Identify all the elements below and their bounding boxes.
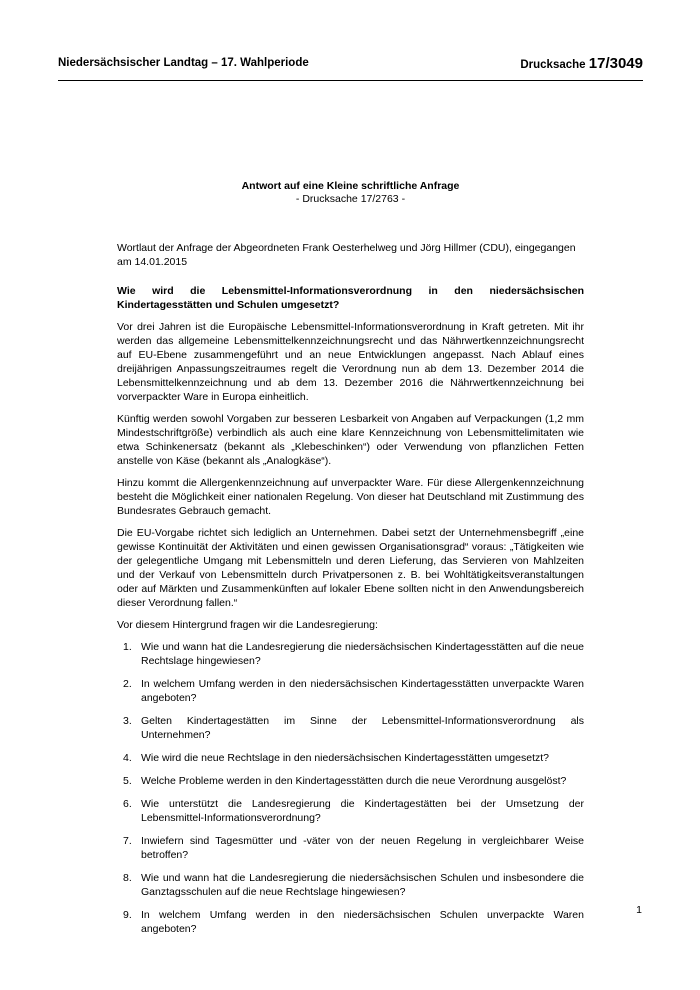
question-item: [117, 714, 584, 742]
document-number-label: Drucksache: [520, 59, 586, 71]
document-title: [58, 180, 643, 206]
paragraph: Vor diesem Hintergrund fragen wir die Landesregierung:: [117, 619, 378, 631]
question-text: Inwiefern sind Tagesmütter und -väter von der neuen Regelung in vergleichbarer Weise betroffen?: [141, 835, 584, 861]
paragraph: Hinzu kommt die Allergenkennzeichnung auf unverpackter Ware. Für diese Allergenkennzeichnung besteht die Möglichkeit einer nationalen Regelung. Von dieser hat Deutschland mit Zustimmung des Bundesrates Gebrauch gemacht.: [117, 477, 584, 517]
header-divider: [58, 80, 643, 81]
paragraph: Künftig werden sowohl Vorgaben zur besseren Lesbarkeit von Angaben auf Verpackungen (1,2 mm Mindestschriftgröße) verbindlich als auch eine klare Kennzeichnung von Lebensmittelimitaten wie etwa Schinkenersatz (bekannt als „Klebeschinken“) oder Verwendung von pflanzlichen Fetten anstelle von Käse (bekannt als „Analogkäse“).: [117, 413, 584, 467]
title-main: Antwort auf eine Kleine schriftliche Anfrage: [241, 180, 460, 192]
question-item: [117, 908, 584, 936]
question-text: Gelten Kindertagestätten im Sinne der Lebensmittel-Informationsverordnung als Unternehmen?: [141, 715, 584, 741]
question-number: 4.: [123, 752, 132, 764]
page-number: 1: [636, 904, 642, 916]
title-sub: - Drucksache 17/2763 -: [295, 193, 406, 205]
intro-text: Wortlaut der Anfrage der Abgeordneten Frank Oesterhelweg und Jörg Hillmer (CDU), eingegangen am 14.01.2015: [117, 242, 576, 268]
paragraph: Vor drei Jahren ist die Europäische Lebensmittel-Informationsverordnung in Kraft getreten. Mit ihr werden das allgemeine Lebensmittelkennzeichnungsrecht und das Nährwertkennzeichnungsrecht auf EU-Ebene zusammengeführt und an neue Entwicklungen angepasst. Nach Ablauf eines dreijährigen Anpassungszeitraumes regelt die Verordnung nun ab dem 13. Dezember 2014 die Lebensmittelkennzeichnung und ab dem 13. Dezember 2016 die Nährwertkennzeichnung bei vorverpackter Ware in Europa einheitlich.: [117, 321, 584, 403]
question-number: 8.: [123, 872, 132, 884]
question-number: 1.: [123, 641, 132, 653]
question-list: [117, 640, 584, 936]
question-text: In welchem Umfang werden in den niedersächsischen Schulen unverpackte Waren angeboten?: [141, 909, 584, 935]
question-item: [117, 677, 584, 705]
page-header: [58, 50, 643, 80]
question-item: [117, 751, 584, 765]
question-item: [117, 640, 584, 668]
question-text: Wie und wann hat die Landesregierung die niedersächsischen Schulen und insbesondere die Ganztagsschulen auf die neue Rechtslage hingewiesen?: [141, 872, 584, 898]
question-number: 2.: [123, 678, 132, 690]
question-text: In welchem Umfang werden in den niedersächsischen Kindertagesstätten unverpackte Waren angeboten?: [141, 678, 584, 704]
question-number: 5.: [123, 775, 132, 787]
question-text: Welche Probleme werden in den Kindertagesstätten durch die neue Verordnung ausgelöst?: [141, 775, 567, 787]
question-item: [117, 797, 584, 825]
document-number-value: 17/3049: [588, 55, 643, 72]
question-text: Wie und wann hat die Landesregierung die niedersächsischen Kindertagesstätten auf die neue Rechtslage hingewiesen?: [141, 641, 584, 667]
question-item: [117, 834, 584, 862]
paragraph: Die EU-Vorgabe richtet sich lediglich an Unternehmen. Dabei setzt der Unternehmensbegriff „eine gewisse Kontinuität der Aktivitäten und einen gewissen Organisationsgrad“ voraus: „Tätigkeiten wie der gelegentliche Umgang mit Lebensmitteln und deren Lieferung, das Servieren von Mahlzeiten und der Verkauf von Lebensmitteln durch Privatpersonen z. B. bei Wohltätigkeitsveranstaltungen oder auf Märkten und Zusammenkünften auf lokaler Ebene sollten nicht in den Anwendungsbereich dieser Verordnung fallen.“: [117, 527, 584, 609]
question-item: [117, 871, 584, 899]
question-heading: Wie wird die Lebensmittel-Informationsverordnung in den niedersächsischen Kindertagesstätten und Schulen umgesetzt?: [117, 285, 584, 311]
question-text: Wie unterstützt die Landesregierung die Kindertagestätten bei der Umsetzung der Lebensmittel-Informationsverordnung?: [141, 798, 584, 824]
question-number: 6.: [123, 798, 132, 810]
question-item: [117, 774, 584, 788]
question-number: 9.: [123, 909, 132, 921]
parliament-label: Niedersächsischer Landtag – 17. Wahlperiode: [58, 57, 309, 69]
document-number: [520, 55, 643, 72]
question-number: 3.: [123, 715, 132, 727]
question-text: Wie wird die neue Rechtslage in den niedersächsischen Kindertagesstätten umgesetzt?: [141, 752, 549, 764]
document-body: [117, 241, 584, 945]
question-number: 7.: [123, 835, 132, 847]
